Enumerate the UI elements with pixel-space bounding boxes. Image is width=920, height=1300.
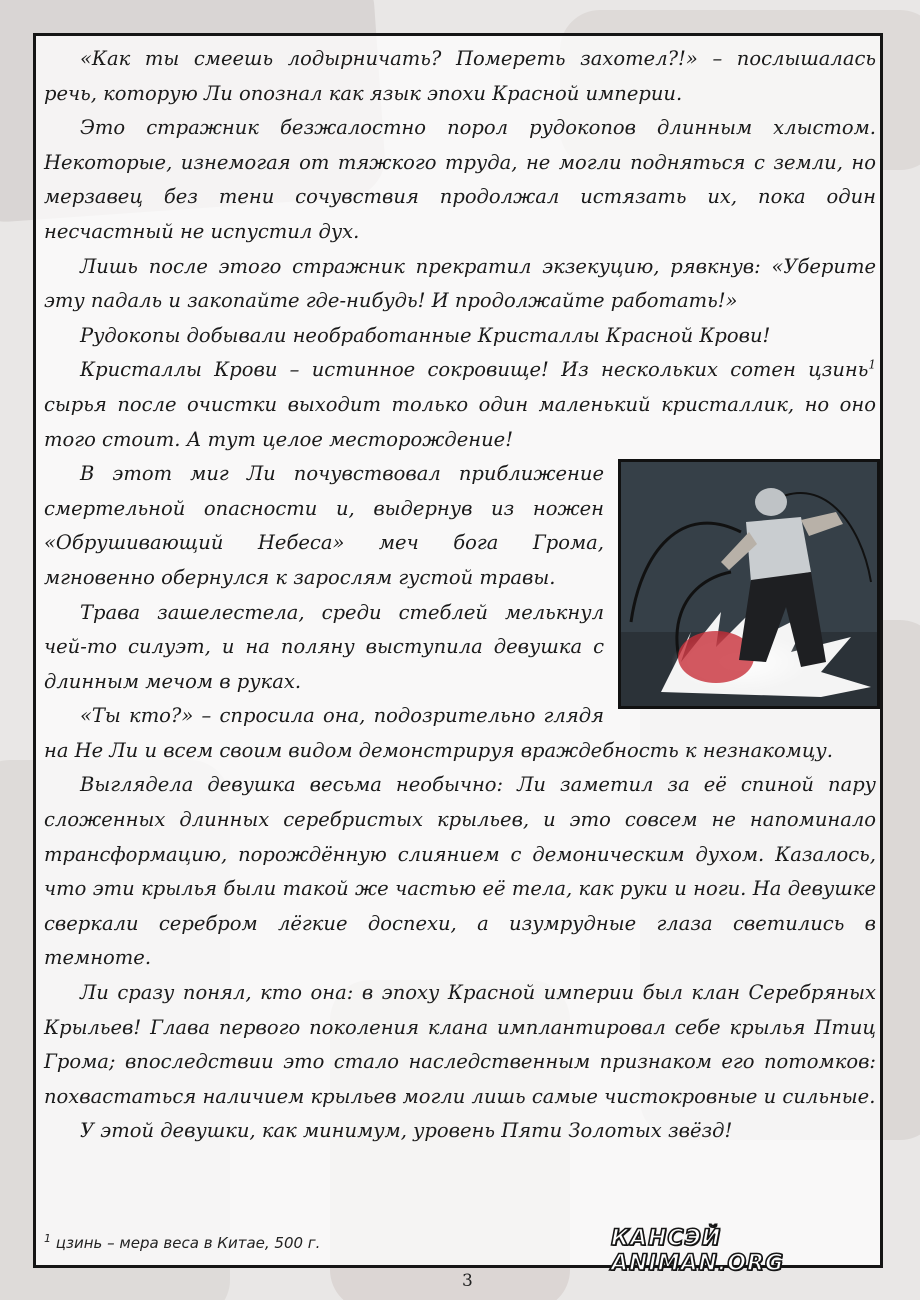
paragraph: Выглядела девушка весьма необычно: Ли заметил за её спиной пару сложенных длинных серебристых крыльев, и это совсем не напоминало трансформацию, порождённую слиянием с демоническим духом. Казалось, что эти крылья были такой же частью её тела, как руки и ноги. На девушке сверкали серебром лёгкие доспехи, а изумрудные глаза светились в темноте. <box>44 773 876 970</box>
paragraph: Ли сразу понял, кто она: в эпоху Красной империи был клан Серебряных Крыльев! Глава первого поколения клана имплантировал себе крылья Птиц Грома; впоследствии это стало наследственным признаком его потомков: похвастаться наличием крыльев могли лишь самые чистокровные и сильные. <box>44 981 876 1108</box>
guard-figure-image <box>621 462 877 706</box>
paragraph: Трава зашелестела, среди стеблей мелькнул чей-то силуэт, и на поляну выступила девушка с длинным мечом в руках. <box>44 600 604 693</box>
page-number: 3 <box>462 1271 473 1291</box>
footnote <box>44 1232 320 1252</box>
footnote-text: цзинь – мера веса в Китае, 500 г. <box>55 1234 321 1252</box>
paragraph: «Ты кто?» – спросила она, подозрительно глядя на Не Ли и всем своим видом демонстрируя враждебность к незнакомцу. <box>44 704 833 762</box>
paragraph: «Как ты смеешь лодырничать? Помереть захотел?!» – послышалась речь, которую Ли опознал как язык эпохи Красной империи. <box>44 47 876 105</box>
footnote-reference: 1 <box>868 357 876 372</box>
paragraph: Лишь после этого стражник прекратил экзекуцию, рявкнув: «Уберите эту падаль и закопайте где-нибудь! И продолжайте работать!» <box>44 254 876 313</box>
scanlation-credit: КАНСЭЙ ANIMAN.ORG <box>611 1226 785 1276</box>
footnote-mark: 1 <box>44 1232 51 1245</box>
story-text <box>44 42 876 1149</box>
paragraph: Это стражник безжалостно порол рудокопов длинным хлыстом. Некоторые, изнемогая от тяжкого труда, не могли подняться с земли, но мерзавец без тени сочувствия продолжал истязать их, пока один несчастный не испустил дух. <box>44 116 876 243</box>
paragraph: В этот миг Ли почувствовал приближение смертельной опасности и, выдернув из ножен «Обрушивающий Небеса» меч бога Грома, мгновенно обернулся к зарослям густой травы. <box>44 462 604 589</box>
illustration-whip-guard <box>618 459 880 709</box>
paragraph: У этой девушки, как минимум, уровень Пяти Золотых звёзд! <box>80 1119 733 1143</box>
paragraph <box>44 353 876 457</box>
paragraph: Рудокопы добывали необработанные Кристаллы Красной Крови! <box>80 323 771 347</box>
paragraph-text: Кристаллы Крови – истинное сокровище! Из нескольких сотен цзинь <box>80 358 869 382</box>
text-frame <box>33 33 883 1276</box>
paragraph-text: сырья после очистки выходит только один маленький кристаллик, но оно того стоит. А тут целое месторождение! <box>44 392 876 451</box>
